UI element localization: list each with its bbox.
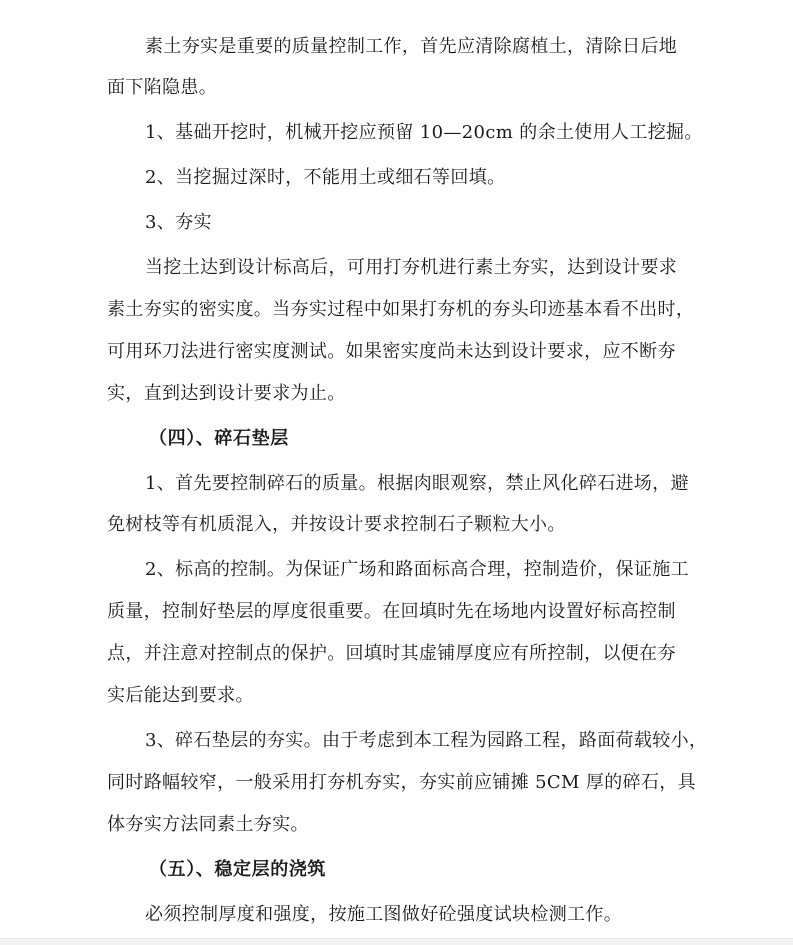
paragraph-line: 点，并注意对控制点的保护。回填时其虚铺厚度应有所控制，以便在夯 xyxy=(107,643,676,664)
paragraph-line: 质量，控制好垫层的厚度很重要。在回填时先在场地内设置好标高控制 xyxy=(107,601,676,622)
paragraph-line: 素土夯实是重要的质量控制工作，首先应清除腐植土，清除日后地 xyxy=(145,36,678,57)
paragraph-line: 面下陷隐患。 xyxy=(107,77,218,98)
paragraph-line: 必须控制厚度和强度，按施工图做好砼强度试块检测工作。 xyxy=(145,904,623,925)
paragraph-line: 免树枝等有机质混入，并按设计要求控制石子颗粒大小。 xyxy=(107,514,566,535)
section-heading: （四）、碎石垫层 xyxy=(149,428,289,449)
paragraph-line: 实后能达到要求。 xyxy=(107,685,254,706)
paragraph-line: 1、首先要控制碎石的质量。根据肉眼观察，禁止风化碎石进场，避 xyxy=(145,473,689,494)
paragraph-line: 体夯实方法同素土夯实。 xyxy=(107,814,309,835)
paragraph-line: 3、碎石垫层的夯实。由于考虑到本工程为园路工程，路面荷载较小， xyxy=(145,730,708,751)
paragraph-line: 1、基础开挖时，机械开挖应预留 10—20cm 的余土使用人工挖掘。 xyxy=(145,122,703,143)
section-heading: （五）、稳定层的浇筑 xyxy=(149,859,326,880)
paragraph-line: 同时路幅较窄，一般采用打夯机夯实，夯实前应铺摊 5CM 厚的碎石，具 xyxy=(107,772,696,793)
paragraph-line: 当挖土达到设计标高后，可用打夯机进行素土夯实，达到设计要求 xyxy=(145,257,678,278)
paragraph-line: 实，直到达到设计要求为止。 xyxy=(107,383,346,404)
paragraph-line: 2、当挖掘过深时，不能用土或细石等回填。 xyxy=(145,167,506,188)
paragraph-line: 素土夯实的密实度。当夯实过程中如果打夯机的夯头印迹基本看不出时， xyxy=(107,299,695,320)
paragraph-line: 3、夯实 xyxy=(145,212,212,233)
paragraph-line: 2、标高的控制。为保证广场和路面标高合理，控制造价，保证施工 xyxy=(145,559,689,580)
paragraph-line: 可用环刀法进行密实度测试。如果密实度尚未达到设计要求，应不断夯 xyxy=(107,341,676,362)
